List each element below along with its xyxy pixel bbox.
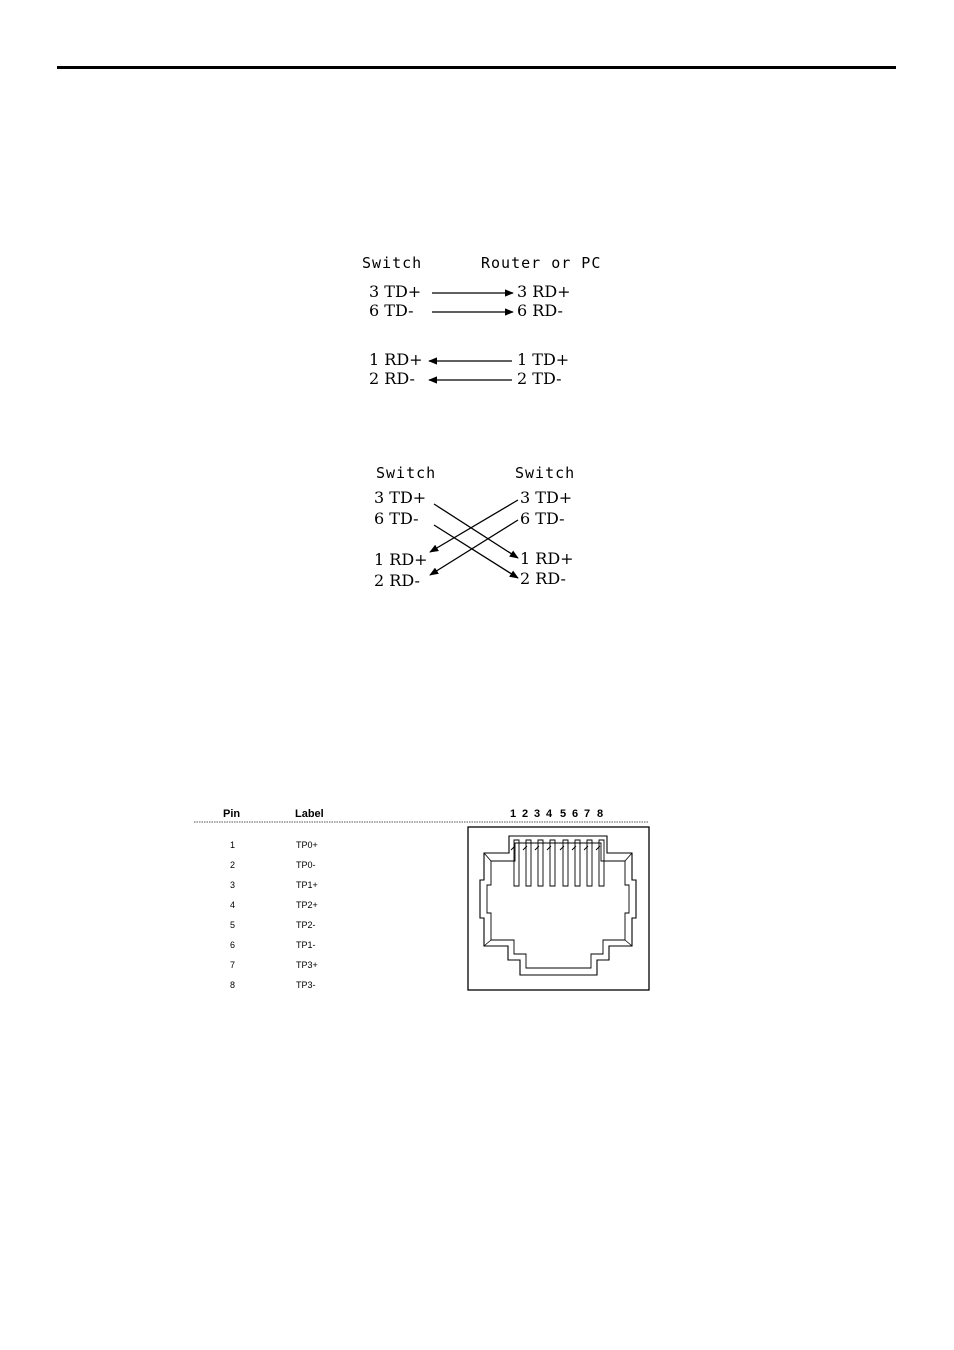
contact-pin xyxy=(563,840,568,886)
d1-left-row: 3 TD+ xyxy=(369,282,422,301)
d2-cross-arrow xyxy=(430,500,518,552)
connector-pin-number: 6 xyxy=(572,808,579,820)
rj45-connector-diagram xyxy=(468,808,649,990)
d2-left-row: 2 RD- xyxy=(374,571,420,590)
d2-left-row: 3 TD+ xyxy=(374,488,427,507)
pin-column-header: Pin xyxy=(223,808,241,820)
d2-right-row: 3 TD+ xyxy=(520,488,573,507)
d2-cross-arrow xyxy=(434,504,518,558)
d2-right-row: 1 RD+ xyxy=(520,549,574,568)
pin-label: TP3- xyxy=(296,980,316,990)
d2-cross-arrow xyxy=(434,525,518,578)
d1-left-row: 6 TD- xyxy=(369,301,414,320)
pin-label: TP1- xyxy=(296,940,316,950)
pin-number: 4 xyxy=(230,900,236,910)
pin-number: 3 xyxy=(230,880,236,890)
d1-right-row: 6 RD- xyxy=(517,301,563,320)
connector-pin-number: 8 xyxy=(597,808,604,820)
pin-number: 5 xyxy=(230,920,236,930)
pin-number: 1 xyxy=(230,840,236,850)
contact-pins xyxy=(511,840,604,886)
d1-right-row: 2 TD- xyxy=(517,369,562,388)
d2-right-row: 6 TD- xyxy=(520,509,565,528)
connector-pin-number: 7 xyxy=(584,808,591,820)
pin-label: TP3+ xyxy=(296,960,318,970)
d2-left-row: 6 TD- xyxy=(374,509,419,528)
d2-right-header: Switch xyxy=(515,464,576,482)
contact-pin xyxy=(587,840,592,886)
jack-outline xyxy=(480,836,636,975)
connector-pin-number: 5 xyxy=(560,808,567,820)
d1-left-row: 1 RD+ xyxy=(369,350,423,369)
d1-right-row: 3 RD+ xyxy=(517,282,571,301)
connector-frame xyxy=(468,827,649,990)
d1-right-row: 1 TD+ xyxy=(517,350,570,369)
d2-left-row: 1 RD+ xyxy=(374,550,428,569)
pin-number: 8 xyxy=(230,980,236,990)
contact-pin xyxy=(599,840,604,886)
pin-number: 7 xyxy=(230,960,236,970)
d1-right-header: Router or PC xyxy=(481,254,602,272)
contact-pin xyxy=(575,840,580,886)
pinout-table xyxy=(194,808,648,990)
d2-right-row: 2 RD- xyxy=(520,569,566,588)
connector-pin-number: 4 xyxy=(546,808,553,820)
d2-left-header: Switch xyxy=(376,464,437,482)
pin-number: 2 xyxy=(230,860,236,870)
d1-left-header: Switch xyxy=(362,254,423,272)
connector-pin-number: 3 xyxy=(534,808,541,820)
pin-label: TP0+ xyxy=(296,840,318,850)
pin-label: TP1+ xyxy=(296,880,318,890)
contact-pin xyxy=(550,840,555,886)
d1-left-row: 2 RD- xyxy=(369,369,415,388)
pin-label: TP2- xyxy=(296,920,316,930)
label-column-header: Label xyxy=(295,808,324,820)
pin-label: TP0- xyxy=(296,860,316,870)
pin-number: 6 xyxy=(230,940,236,950)
connector-pin-number: 1 xyxy=(510,808,517,820)
pin-label: TP2+ xyxy=(296,900,318,910)
contact-pin xyxy=(538,840,543,886)
straight-through-diagram xyxy=(362,254,601,388)
contact-pin xyxy=(526,840,531,886)
crossover-diagram xyxy=(374,464,575,590)
d2-cross-arrow xyxy=(430,520,518,575)
connector-pin-number: 2 xyxy=(522,808,529,820)
